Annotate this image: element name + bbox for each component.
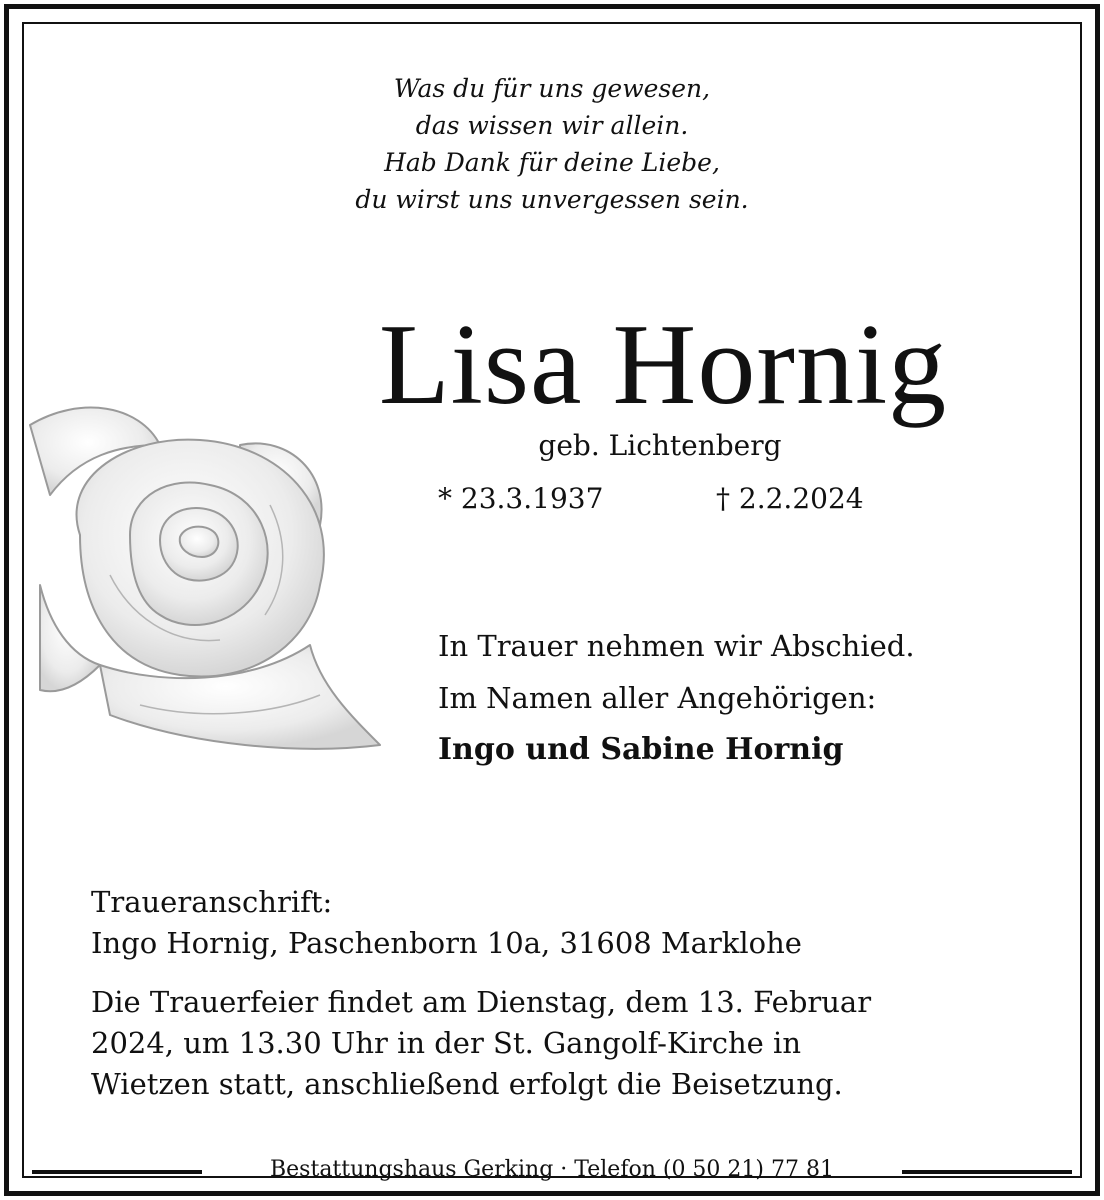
footer-rule <box>902 1170 1072 1174</box>
mourning-address <box>91 882 802 964</box>
mourning-line: In Trauer nehmen wir Abschied. <box>438 629 915 663</box>
address-value: Ingo Hornig, Paschenborn 10a, 31608 Marklohe <box>91 926 802 960</box>
maiden-name: geb. Lichtenberg <box>538 429 782 462</box>
birth-date: * 23.3.1937 <box>438 482 604 515</box>
rose-icon <box>20 385 410 765</box>
deceased-name: Lisa Hornig <box>378 301 948 429</box>
mourner-names: Ingo und Sabine Hornig <box>438 732 844 767</box>
poem-line: du wirst uns unvergessen sein. <box>355 185 749 214</box>
poem-line: Hab Dank für deine Liebe, <box>384 148 720 177</box>
address-label: Traueranschrift: <box>91 885 333 919</box>
mourning-line: Im Namen aller Angehörigen: <box>438 681 877 715</box>
poem <box>0 70 1104 218</box>
death-date: † 2.2.2024 <box>716 482 864 515</box>
mourning-block <box>438 620 915 776</box>
poem-line: das wissen wir allein. <box>415 111 689 140</box>
ceremony-text <box>91 982 991 1105</box>
ceremony-line: 2024, um 13.30 Uhr in der St. Gangolf-Kirche in <box>91 1026 801 1060</box>
ceremony-line: Die Trauerfeier findet am Dienstag, dem 13. Februar <box>91 985 872 1019</box>
ceremony-line: Wietzen statt, anschließend erfolgt die Beisetzung. <box>91 1067 843 1101</box>
footer-undertaker: Bestattungshaus Gerking · Telefon (0 50 21) 77 81 <box>270 1157 834 1182</box>
footer-rule <box>32 1170 202 1174</box>
poem-line: Was du für uns gewesen, <box>393 74 711 103</box>
